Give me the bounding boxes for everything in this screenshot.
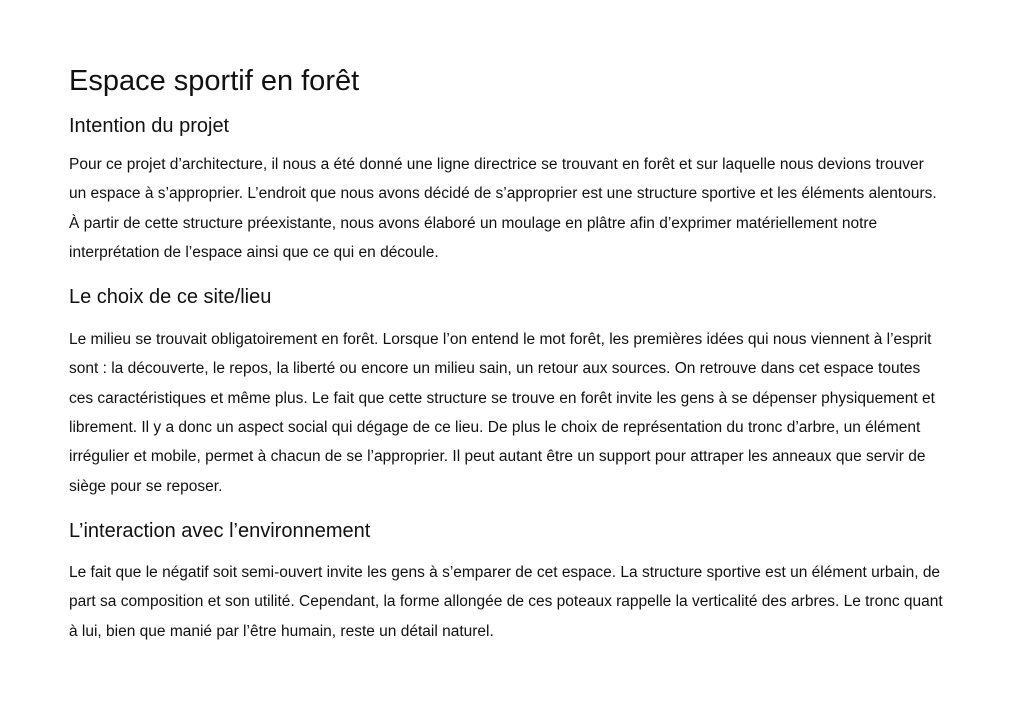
section-interaction (69, 518, 944, 646)
section-body-interaction: Le fait que le négatif soit semi-ouvert invite les gens à s’emparer de cet espace. La structure sportive est un élément urbain, de part sa composition et son utilité. Cependant, la forme allongée de ces poteaux rappelle la verticalité des arbres. Le tronc quant à lui, bien que manié par l’être humain, reste un détail naturel. (69, 563, 943, 640)
section-heading-interaction: L’interaction avec l’environnement (69, 519, 371, 542)
section-body-intention: Pour ce projet d’architecture, il nous a été donné une ligne directrice se trouvant en forêt et sur laquelle nous devions trouver un espace à s’approprier. L’endroit que nous avons décidé de s’approprier est une structure sportive et les éléments alentours. À partir de cette structure préexistante, nous avons élaboré un moulage en plâtre afin d’exprimer matériellement notre interprétation de l’espace ainsi que ce qui en découle. (69, 156, 937, 261)
section-intention (69, 113, 944, 267)
section-body-choix-site: Le milieu se trouvait obligatoirement en forêt. Lorsque l’on entend le mot forêt, les premières idées qui nous viennent à l’esprit sont : la découverte, le repos, la liberté ou encore un milieu sain, un retour aux sources. On retrouve dans cet espace toutes ces caractéristiques et même plus. Le fait que cette structure se trouve en forêt invite les gens à se dépenser physiquement et librement. Il y a donc un aspect social qui dégage de ce lieu. De plus le choix de représentation du tronc d’arbre, un élément irrégulier et mobile, permet à chacun de se l’approprier. Il peut autant être un support pour attraper les anneaux que servir de siège pour se reposer. (69, 331, 935, 495)
section-choix-site (69, 284, 944, 501)
section-heading-choix-site: Le choix de ce site/lieu (69, 286, 272, 309)
document-title: Espace sportif en forêt (69, 65, 360, 97)
section-heading-intention: Intention du projet (69, 115, 230, 137)
